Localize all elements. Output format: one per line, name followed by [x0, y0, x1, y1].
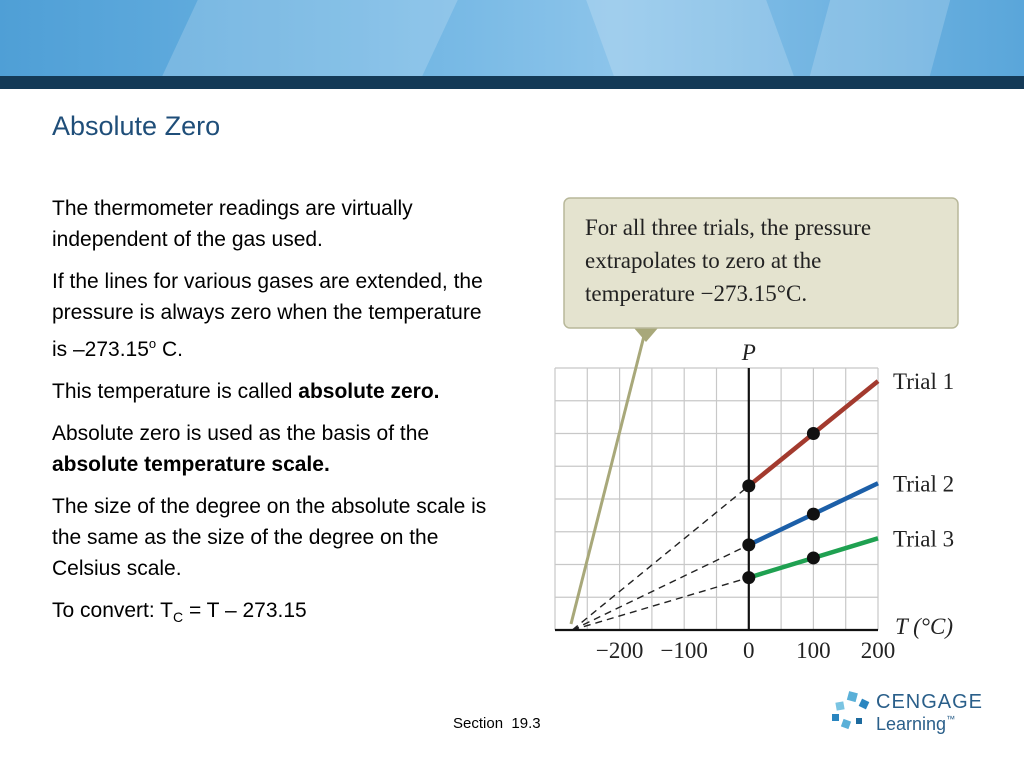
- slide-title: Absolute Zero: [52, 111, 221, 141]
- data-point-trial-3: [807, 551, 820, 564]
- chart-series-labels: [893, 369, 954, 551]
- callout-line-3: temperature −273.15°C.: [585, 281, 808, 306]
- logo-word-cengage: CENGAGE: [876, 691, 984, 713]
- x-tick-label: 0: [743, 638, 755, 663]
- paragraph-4-text: Absolute zero is used as the basis of the: [52, 422, 430, 445]
- extrapolation-line-1: [572, 486, 748, 630]
- x-tick-label: 200: [860, 638, 896, 663]
- y-axis-label: P: [741, 340, 756, 365]
- paragraph-2-text: If the lines for various gases are extended, the pressure is always zero when the temperature is –273.15: [52, 270, 483, 361]
- degree-sup: o: [148, 336, 157, 351]
- convert-formula: = T – 273.15: [183, 599, 307, 622]
- series-label-trial-1: Trial 1: [893, 369, 955, 395]
- cengage-logo-icon: [830, 690, 874, 734]
- x-tick-label: −100: [660, 638, 708, 663]
- paragraph-3-text: This temperature is called: [52, 380, 299, 403]
- logo-word-learning: [876, 714, 955, 735]
- callout-pointer: [571, 328, 646, 624]
- logo-word-learning-text: Learning: [876, 714, 947, 734]
- paragraph-5: The size of the degree on the absolute scale is the same as the size of the degree on the Celsius scale.: [52, 495, 487, 580]
- cengage-logo: [830, 688, 990, 738]
- callout-line-2: extrapolates to zero at the: [585, 248, 822, 273]
- series-label-trial-3: Trial 3: [893, 526, 955, 552]
- paragraph-2-end: C.: [156, 338, 183, 361]
- extrapolation-lines: [572, 486, 748, 630]
- data-point-trial-2: [807, 508, 820, 521]
- callout-line-1: For all three trials, the pressure: [585, 215, 872, 240]
- x-tick-label: −200: [595, 638, 644, 663]
- series-label-trial-2: Trial 2: [893, 471, 955, 497]
- section-footer: [453, 715, 541, 732]
- paragraph-3-bold: absolute zero.: [298, 380, 440, 403]
- convert-subscript: C: [173, 609, 184, 626]
- convert-label: To convert: T: [52, 599, 173, 622]
- section-number: 19.3: [511, 715, 541, 732]
- paragraph-4-bold: absolute temperature scale.: [52, 453, 330, 476]
- section-label: Section: [453, 715, 504, 732]
- x-tick-label: 100: [796, 638, 831, 663]
- callout-pointer-tip: [634, 328, 658, 342]
- logo-trademark: ™: [946, 714, 956, 724]
- extrapolation-line-3: [572, 578, 748, 630]
- paragraph-1: The thermometer readings are virtually independent of the gas used.: [52, 197, 413, 251]
- data-point-trial-1: [807, 427, 820, 440]
- x-axis-label: T (°C): [895, 614, 953, 639]
